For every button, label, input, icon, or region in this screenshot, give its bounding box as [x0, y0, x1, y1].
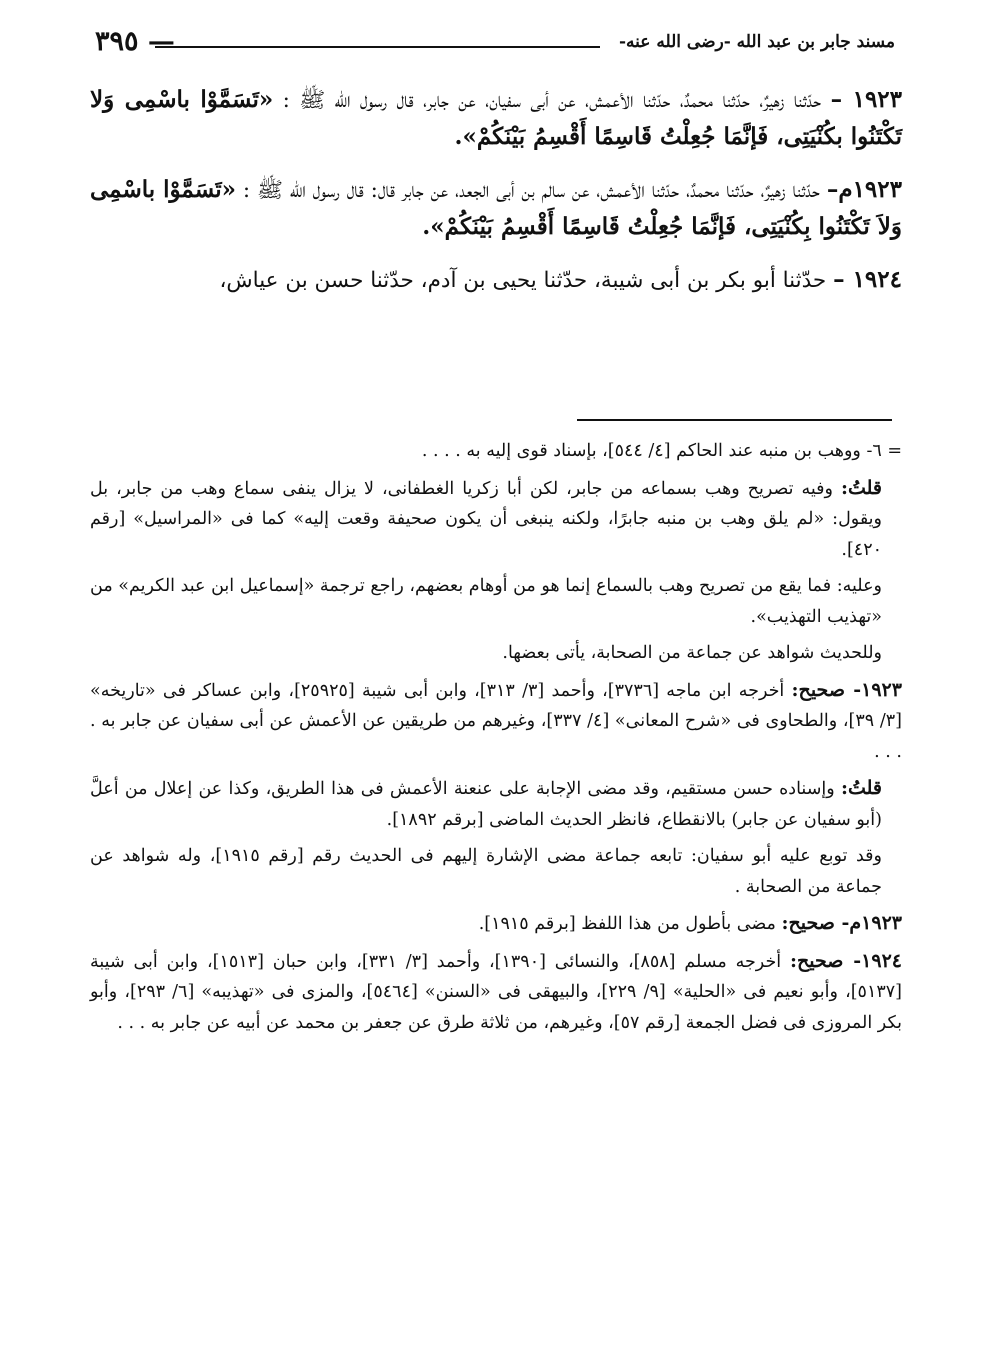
footnote — [90, 841, 902, 902]
hadith-number: ١٩٢٤ – — [833, 266, 902, 293]
footnote-text: مضى بأطول من هذا اللفظ [برقم ١٩١٥]. — [478, 914, 782, 934]
footnote-text: وعليه: فما يقع من تصريح وهب بالسماع إنما هو من أوهام بعضهم، راجع ترجمة «إسماعيل ابن عبد الكريم» من «تهذيب التهذيب». — [90, 576, 882, 627]
footnotes — [90, 436, 902, 1044]
hadith-number: ١٩٢٣م– — [826, 176, 902, 203]
footnote-text: وقد توبع عليه أبو سفيان: تابعه جماعة مضى الإشارة إليهم فى الحديث رقم [رقم ١٩١٥]، وله شواهد عن جماعة من الصحابة . — [90, 846, 883, 897]
hadith-isnad: حدّثنا زهيرٌ، حدّثنا محمدٌ، حدّثنا الأعمش، عن أبى سفيان، عن جابر، قال رسول الله ﷺ : — [273, 88, 831, 113]
page-number: ٣٩٥ — — [95, 26, 175, 57]
footnote-text: أخرجه مسلم [٨٥٨]، والنسائى [١٣٩٠]، وأحمد [٣/ ٣٣١]، وابن حبان [١٥١٣]، وابن أبى شيبة [٥١٣٧]، وأبو نعيم فى «الحلية» [٩/ ٢٢٩]، والبيهقى فى «السنن» [٥٤٦٤]، والمزى فى «تهذيبه» [٦/ ٢٩٣]، وأبو بكر المروزى فى فضل الجمعة [رقم ٥٧]، وغيرهم، من ثلاثة طرق عن جعفر بن محمد عن أبيه عن جابر به . . . — [90, 951, 902, 1033]
footnote — [90, 773, 902, 835]
hadith-matn: «تَسَمَّوْا باسْمِى وَلاَ تَكْتَنُوا بِكُنْيَتِى، فَإنَّمَا جُعِلْتُ قَاسِمًا أَقْسِمُ بَيْنَكُمْ». — [90, 176, 902, 240]
footnote-text: أخرجه ابن ماجه [٣٧٣٦]، وأحمد [٣/ ٣١٣]، وابن أبى شيبة [٢٥٩٢٥]، وابن عساكر فى «تاريخه» [٣/ ٣٩]، والطحاوى فى «شرح المعانى» [٤/ ٣٣٧]، وغيرهم من طريقين عن الأعمش عن أبى سفيان عن جابر به . . . . — [90, 680, 902, 762]
running-header — [95, 26, 895, 62]
hadith-entry — [90, 82, 902, 156]
footnote — [90, 571, 902, 632]
footnote-text: = ٦- ووهب بن منبه عند الحاكم [٤/ ٥٤٤]، بإسناد قوى إليه به . . . . — [421, 441, 902, 461]
footnote-tag: ١٩٢٣- صحيح: — [791, 678, 902, 701]
footnote — [90, 946, 902, 1039]
footnote-separator — [577, 419, 892, 421]
hadith-isnad: حدّثنا أبو بكر بن أبى شيبة، حدّثنا يحيى بن آدم، حدّثنا حسن بن عياش، — [219, 268, 834, 293]
footnote-tag: ١٩٢٤- صحيح: — [789, 949, 902, 972]
hadith-entry — [90, 262, 902, 299]
hadith-isnad: حدّثنا زهيرٌ، حدّثنا محمدٌ، حدّثنا الأعمش، عن سالم بن أبى الجعد، عن جابر قال: قال رسول الله ﷺ : — [236, 178, 827, 203]
hadith-entry — [90, 172, 902, 246]
header-rule — [155, 46, 600, 48]
footnote-text: وللحديث شواهد عن جماعة من الصحابة، يأتى بعضها. — [502, 643, 882, 663]
footnote — [90, 908, 902, 940]
footnote-text: وإسناده حسن مستقيم، وقد مضى الإجابة على عنعنة الأعمش فى هذا الطريق، وكذا عن إعلال من أعلَّ (أبو سفيان عن جابر) بالانقطاع، فانظر الحديث الماضى [برقم ١٨٩٢]. — [90, 779, 882, 830]
main-text — [90, 82, 902, 315]
footnote-tag: ١٩٢٣م- صحيح: — [781, 912, 902, 934]
hadith-number: ١٩٢٣ – — [830, 86, 903, 113]
footnote-tag: قلتُ: — [840, 476, 883, 499]
footnote-text: وفيه تصريح وهب بسماعه من جابر، لكن أبا زكريا الغطفانى، لا يزال ينفى سماع وهب من جابر، بل ويقول: «لم يلق وهب بن منبه جابرًا، ولكنه ينبغى أن يكون صحيفة وقعت إليه» كما فى «المراسيل» [رقم ٤٢٠]. — [90, 478, 882, 560]
footnote — [90, 436, 902, 467]
footnote — [90, 473, 902, 566]
hadith-matn: «تَسَمَّوْا باسْمِى وَلا تَكْتَنُوا بكُنْيَتِى، فَإنَّمَا جُعِلْتُ قَاسِمًا أَقْسِمُ بَيْنَكُمْ». — [90, 86, 902, 150]
footnote-tag: قلتُ: — [840, 777, 882, 799]
footnote — [90, 638, 902, 669]
header-title: مسند جابر بن عبد الله -رضى الله عنه- — [618, 32, 895, 52]
footnote — [90, 675, 902, 768]
